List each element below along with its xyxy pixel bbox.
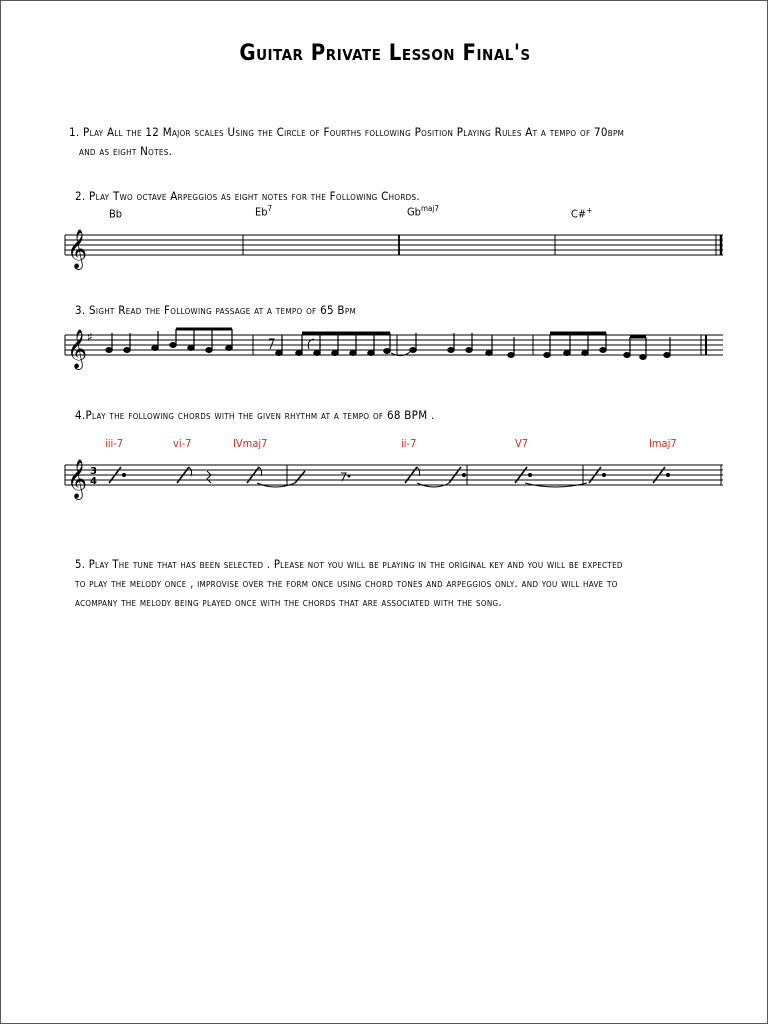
chord-c-aug: C#+ [571,206,593,221]
time-signature-top: 3 [90,466,97,477]
instruction-5-line-1: 5. Play The tune that has been selected . Please not you will be playing in the original key and you will be expected [75,558,623,571]
chord-gbmaj7: $Gb^{maj7}$ [407,204,439,219]
chord-eb7: Eb$^7$ [255,204,273,219]
sharp-icon: ♯ [87,330,93,344]
staff-arpeggios [61,221,731,281]
instruction-5-line-3: acompany the melody being played once with the chords that are associated with the song. [75,596,502,609]
instruction-5 [75,555,623,612]
chord-ivmaj7: IVmaj7 [233,437,268,450]
instruction-5-line-2: to play the melody once , improvise over the form once using chord tones and arpeggios only. and you will have to [75,577,618,590]
staff-rhythm [61,451,731,511]
instruction-4-line-1: 4.Play the following chords with the given rhythm at a tempo of 68 BPM . [75,408,435,422]
chord-imaj7: Imaj7 [649,437,677,450]
instruction-1-line-2: and as eight Notes. [79,144,173,158]
chord-iii-7: iii-7 [105,437,124,450]
quarter-rest-icon [207,471,211,483]
staff-sight-reading [61,321,731,381]
instruction-3 [75,301,356,320]
time-signature-bottom: 4 [90,476,97,487]
instruction-4 [75,406,435,425]
chord-vi-7: vi-7 [173,437,192,450]
treble-clef-icon: 𝄞 [67,329,88,369]
treble-clef-icon: 𝄞 [67,229,88,269]
page-title: Guitar Private Lesson Final's [239,41,531,66]
instruction-2-line-1: 2. Play Two octave Arpeggios as eight notes for the Following Chords. [75,189,420,203]
instruction-1-line-1: 1. Play All the 12 Major scales Using the Circle of Fourths following Position Playing Rules At a tempo of 70bpm [69,125,625,139]
instruction-1 [69,123,624,161]
treble-clef-icon: 𝄞 [67,459,88,499]
chord-ii-7: ii-7 [401,437,417,450]
chord-bb: Bb [109,207,123,221]
instruction-2 [75,187,420,206]
chord-v7: V7 [515,437,529,450]
instruction-3-line-1: 3. Sight Read the Following passage at a tempo of 65 Bpm [75,303,356,317]
